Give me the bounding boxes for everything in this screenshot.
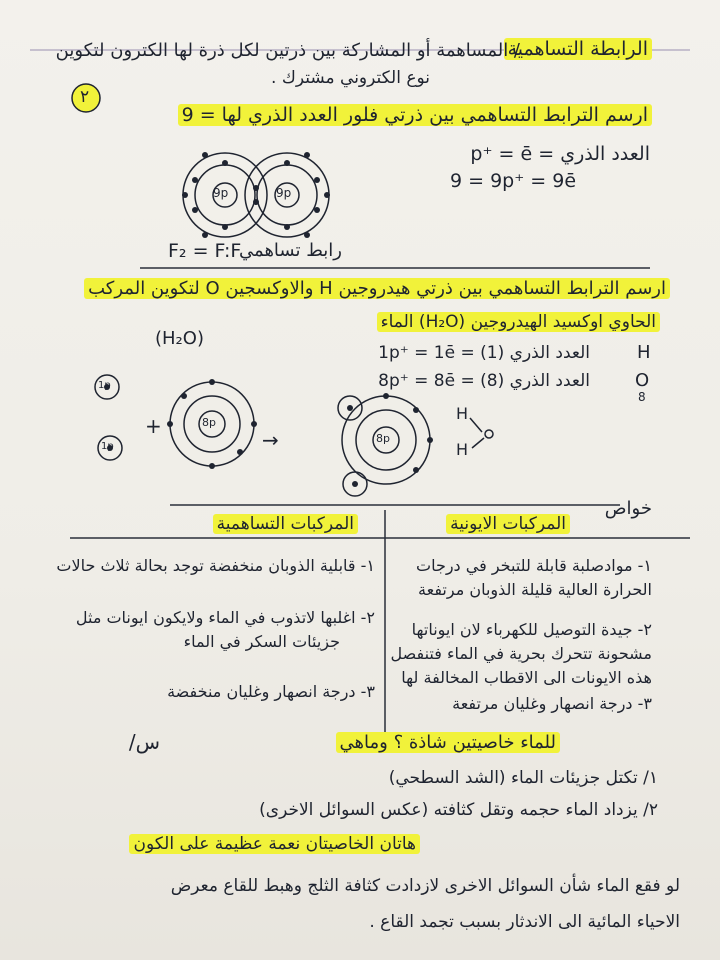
water-h-bottom: H [456, 440, 469, 459]
water-o-nucleus: 8p [376, 432, 390, 445]
covalent-line: ١- قابلية الذوبان منخفضة توجد بحالة ثلاث حالات [56, 556, 375, 575]
q3-item: ٢/ يزداد الماء حجمه وتقل كثافته (عكس السوائل الاخرى) [259, 800, 658, 820]
q2-title-cont: الحاوي اوكسيد الهيدروجين (H₂O) الماء [377, 312, 660, 332]
q3-note: هاتان الخاصيتان نعمة عظيمة على الكون [129, 834, 420, 854]
f-nucleus-right: 9p [276, 186, 292, 200]
h-nucleus: 1p [98, 380, 111, 391]
q3-item: ١/ تكتل جزيئات الماء (الشد السطحي) [388, 768, 658, 788]
q1-title: ارسم الترابط التساهمي بين ذرتي فلور العدد الذري لها = 9 [178, 104, 652, 126]
ionic-line: ٢- جيدة التوصيل للكهرباء لان ايوناتها [411, 620, 652, 639]
h2o-formula: (H₂O) [155, 328, 204, 349]
oxygen-symbol-circle [485, 430, 493, 438]
header-title: الرابطة التساهمية [504, 38, 652, 60]
properties-heading: خواص [604, 498, 652, 519]
q3-conclusion: لو فقع الماء شأن السوائل الاخرى لازدادت كثافة الثلج وهبط للقاع معرض [170, 876, 680, 896]
h-symbol: H [637, 342, 651, 363]
bond-line [470, 418, 482, 432]
covalent-line: جزيئات السكر في الماء [183, 632, 340, 651]
o-line: العدد الذري (8) = 8p⁺ = 8ē [378, 371, 590, 391]
header-definition-cont: نوع الكتروني مشترك . [271, 68, 430, 88]
covalent-header: المركبات التساهمية [213, 514, 358, 534]
covalent-line: ٢- اغلبها لاتذوب في الماء ولايكون ايونات مثل [75, 608, 375, 627]
ionic-line: هذه الايونات الى الاقطاب المخالفة لها [401, 668, 652, 687]
o-nucleus: 8p [202, 416, 216, 429]
bond-line [472, 438, 484, 448]
h-line: العدد الذري (1) = 1p⁺ = 1ē [378, 343, 590, 363]
q3-title: للماء خاصيتين شاذة ؟ وماهي [336, 732, 560, 753]
f-nucleus-left: 9p [213, 186, 229, 200]
reaction-arrow: → [262, 428, 279, 452]
o-subscript: 8 [638, 390, 646, 404]
h-nucleus: 1p [101, 441, 114, 452]
f2-formula: F₂ = F:F [168, 240, 242, 262]
ionic-line: الحرارة العالية قليلة الذوبان مرتفعة [418, 580, 652, 599]
header-definition: / المساهمة أو المشاركة بين ذرتين لكل ذرة لها الكترون لتكوين [55, 40, 520, 61]
ionic-line: مشحونة تتحرك بحرية في الماء فتنفصل [390, 644, 652, 663]
ionic-line: ٣- درجة انصهار وغليان مرتفعة [452, 694, 652, 713]
water-h-top: H [456, 404, 469, 423]
covalent-line: ٣- درجة انصهار وغليان منخفضة [167, 682, 375, 701]
q2-title: ارسم الترابط التساهمي بين ذرتي هيدروجين H والاوكسجين O لتكوين المركب [84, 278, 670, 299]
ionic-line: ١- موادصلبة قابلة للتبخر في درجات [416, 556, 652, 575]
circled-number: ٢ [80, 87, 90, 107]
o-symbol: O [635, 370, 650, 391]
ionic-header: المركبات الايونية [446, 514, 570, 534]
plus-sign: + [145, 414, 162, 438]
q3-conclusion: الاحياء المائية الى الاندثار بسبب تجمد القاع . [369, 912, 680, 932]
q1-line1: العدد الذري = p⁺ = ē [470, 143, 650, 165]
bond-label: رابط تساهمي [239, 240, 342, 261]
q3-prefix: س/ [128, 730, 160, 754]
q1-line2: 9 = 9p⁺ = 9ē [450, 170, 577, 192]
